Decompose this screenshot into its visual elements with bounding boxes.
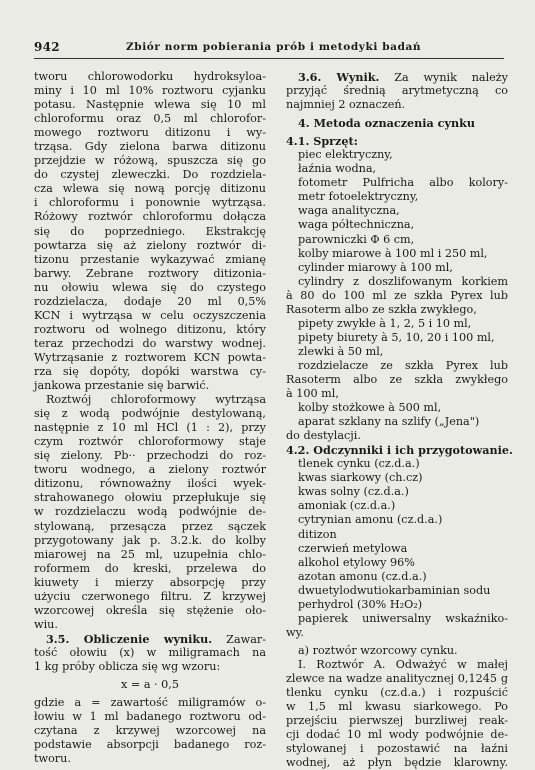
section-heading: 3.6. Wynik. xyxy=(298,70,380,84)
text-line: x = a · 0,5 xyxy=(121,678,179,692)
text-line: wiu. xyxy=(34,617,58,631)
text-line: cylinder miarowy à 100 ml, xyxy=(298,260,453,274)
text-line: aparat szklany na szlify („Jena") xyxy=(298,415,480,429)
text-line: roztworu od wolnego ditizonu, który xyxy=(34,322,266,336)
text-line: w rozdzielaczu wodą podwójnie de- xyxy=(34,505,266,519)
text-line: amoniak (cz.d.a.) xyxy=(298,499,396,513)
text-line: kolby stożkowe à 500 ml, xyxy=(298,401,442,415)
text-line: tworu. xyxy=(34,752,71,766)
text-line: kwas solny (cz.d.a.) xyxy=(298,485,409,499)
text-line: parowniczki Φ 6 cm, xyxy=(298,232,415,246)
text-line: cytrynian amonu (cz.d.a.) xyxy=(298,513,443,527)
text-line: potasu. Następnie wlewa się 10 ml xyxy=(34,98,266,112)
text-line: teraz przechodzi do warstwy wodnej. xyxy=(34,336,266,350)
text-line: tość ołowiu (x) w miligramach na xyxy=(34,645,266,659)
text-line: 3.5. Obliczenie wyniku. Zawar- xyxy=(46,631,267,646)
text-line: następnie z 10 ml HCl (1 : 2), przy xyxy=(34,421,266,435)
text-line: strahowanego ołowiu przepłukuje się xyxy=(34,491,266,505)
text-line: Rasoterm albo ze szkła zwykłego xyxy=(286,372,508,386)
text-line: alkohol etylowy 96% xyxy=(298,555,415,569)
text-line: 4. Metoda oznaczenia cynku xyxy=(298,116,476,131)
text-line: à 80 do 100 ml ze szkła Pyrex lub xyxy=(286,288,508,302)
text-line: tworu wodnego, a zielony roztwór xyxy=(34,463,266,477)
text-line: nu ołowiu wlewa się do czystego xyxy=(34,280,266,294)
text-line: kolby miarowe à 100 ml i 250 ml, xyxy=(298,246,488,260)
text-line: wy. xyxy=(286,625,304,639)
text-line: rza się dopóty, dopóki warstwa cy- xyxy=(34,364,266,378)
text-line: łaźnia wodna, xyxy=(298,162,377,176)
text-line: 4.1. Sprzęt: xyxy=(286,134,358,149)
text-line: miarowej na 25 ml, uzupełnia chlo- xyxy=(34,547,266,561)
text-line: ditizonu, równoważny ilości wyek- xyxy=(34,477,266,491)
text-line: powtarza się aż zielony roztwór di- xyxy=(34,238,266,252)
text-line: 3.6. Wynik. Za wynik należy xyxy=(298,70,509,84)
text-line: cza wlewa się nową porcję ditizonu xyxy=(34,182,266,196)
text-line: tizonu przestanie wykazywać zmianę xyxy=(34,252,266,266)
text-line: się zielony. Pb·· przechodzi do roz- xyxy=(34,449,266,463)
text-line: podstawie absorpcji badanego roz- xyxy=(34,738,266,752)
text-line: gdzie a = zawartość miligramów o- xyxy=(34,696,266,710)
text-line: à 100 ml, xyxy=(286,387,339,401)
running-title: Zbiór norm pobierania prób i metodyki badań xyxy=(126,41,422,53)
text-line: tlenku cynku (cz.d.a.) i rozpuścić xyxy=(286,686,508,700)
text-line: fotometr Pulfricha albo kolory- xyxy=(298,176,508,190)
text-line: roformem do kreski, przelewa do xyxy=(34,561,266,575)
text-line: a) roztwór wzorcowy cynku. xyxy=(298,643,458,657)
text-line: do destylacji. xyxy=(286,429,361,443)
text-line: Różowy roztwór chloroformu dołącza xyxy=(34,210,266,224)
text-line: Wytrząsanie z roztworem KCN powta- xyxy=(34,350,266,364)
text-line: papierek uniwersalny wskaźniko- xyxy=(298,611,508,625)
text-line: dwuetylodwutiokarbaminian sodu xyxy=(298,583,491,597)
text-line: Roztwój chloroformowy wytrząsa xyxy=(46,393,266,407)
right-text-column xyxy=(286,70,513,770)
text-line: się do poprzedniego. Ekstrakcję xyxy=(34,224,266,238)
text-line: rozdzielacze ze szkła Pyrex lub xyxy=(298,358,508,372)
page-header xyxy=(34,40,504,58)
text-line: 1 kg próby oblicza się wg wzoru: xyxy=(34,659,221,673)
text-line: czym roztwór chloroformowy staje xyxy=(34,435,266,449)
text-line: przejdzie w różową, spuszcza się go xyxy=(34,154,266,168)
text-line: czerwień metylowa xyxy=(298,541,408,555)
text-line: cji dodać 10 ml wody podwójnie de- xyxy=(286,728,508,742)
text-line: mowego roztworu ditizonu i wy- xyxy=(34,126,266,140)
text-line: barwy. Zebrane roztwory ditizonia- xyxy=(34,266,266,280)
text-line: i chloroformu i ponownie wytrząsa. xyxy=(34,196,266,210)
text-line: metr fotoelektryczny, xyxy=(298,190,419,204)
text-line: tworu chlorowodorku hydroksyloa- xyxy=(34,70,266,83)
text-line: trząsa. Gdy zielona barwa ditizonu xyxy=(34,140,266,154)
text-line: azotan amonu (cz.d.a.) xyxy=(298,569,427,583)
text-line: 4.2. Odczynniki i ich przygotowanie. xyxy=(286,443,513,458)
text-line: jankowa przestanie się barwić. xyxy=(34,379,210,393)
text-line: wodnej, aż płyn będzie klarowny. xyxy=(286,756,508,770)
text-line: stylowanej i pozostawić na łaźni xyxy=(286,742,508,756)
text-line: tlenek cynku (cz.d.a.) xyxy=(298,457,420,471)
text-line: Rasoterm albo ze szkła zwykłego, xyxy=(286,302,477,316)
text-line: przygotowany jak p. 3.2.k. do kolby xyxy=(34,533,266,547)
page-number: 942 xyxy=(34,40,60,54)
text-line: rozdzielacza, dodaje 20 ml 0,5% xyxy=(34,294,266,308)
text-line: łowiu w 1 ml badanego roztworu od- xyxy=(34,710,266,724)
text-line: pipety biurety à 5, 10, 20 i 100 ml, xyxy=(298,330,495,344)
text-line: pipety zwykłe à 1, 2, 5 i 10 ml, xyxy=(298,316,472,330)
text-line: przejściu pierwszej burzliwej reak- xyxy=(286,714,508,728)
text-line: w 1,5 ml kwasu siarkowego. Po xyxy=(286,700,508,714)
text-line: ditizon xyxy=(298,527,337,541)
text-line: się z wodą podwójnie destylowaną, xyxy=(34,407,266,421)
text-line: stylowaną, przesącza przez sączek xyxy=(34,519,266,533)
text-line: waga analityczna, xyxy=(298,204,400,218)
left-text-column xyxy=(34,70,266,766)
text-line: piec elektryczny, xyxy=(298,148,393,162)
text-line: wzorcowej określa się stężenie oło- xyxy=(34,603,266,617)
text-line: chloroformu oraz 0,5 ml chlorofor- xyxy=(34,112,266,126)
text-line: KCN i wytrząsa w celu oczyszczenia xyxy=(34,308,266,322)
text-line: użyciu czerwonego filtru. Z krzywej xyxy=(34,589,266,603)
text-line: miny i 10 ml 10% roztworu cyjanku xyxy=(34,84,266,98)
text-line: do czystej zleweczki. Do rozdziela- xyxy=(34,168,266,182)
text-line: kiuwety i mierzy absorpcję przy xyxy=(34,575,266,589)
text-line: perhydrol (30% H₂O₂) xyxy=(298,597,423,611)
text-line: zlewki à 50 ml, xyxy=(298,344,384,358)
text-line: waga półtechniczna, xyxy=(298,218,415,232)
text-line: cylindry z doszlifowanym korkiem xyxy=(298,274,508,288)
section-heading: 3.5. Obliczenie wyniku. xyxy=(46,631,213,646)
header-rule xyxy=(34,58,504,59)
text-line: przyjąć średnią arytmetyczną co xyxy=(286,84,508,98)
text-line: kwas siarkowy (ch.cz) xyxy=(298,471,423,485)
text-line: zlewce na wadze analitycznej 0,1245 g xyxy=(286,671,508,685)
text-line: najmniej 2 oznaczeń. xyxy=(286,98,406,112)
text-line: czytana z krzywej wzorcowej na xyxy=(34,724,266,738)
text-line: I. Roztwór A. Odważyć w małej xyxy=(298,657,508,671)
